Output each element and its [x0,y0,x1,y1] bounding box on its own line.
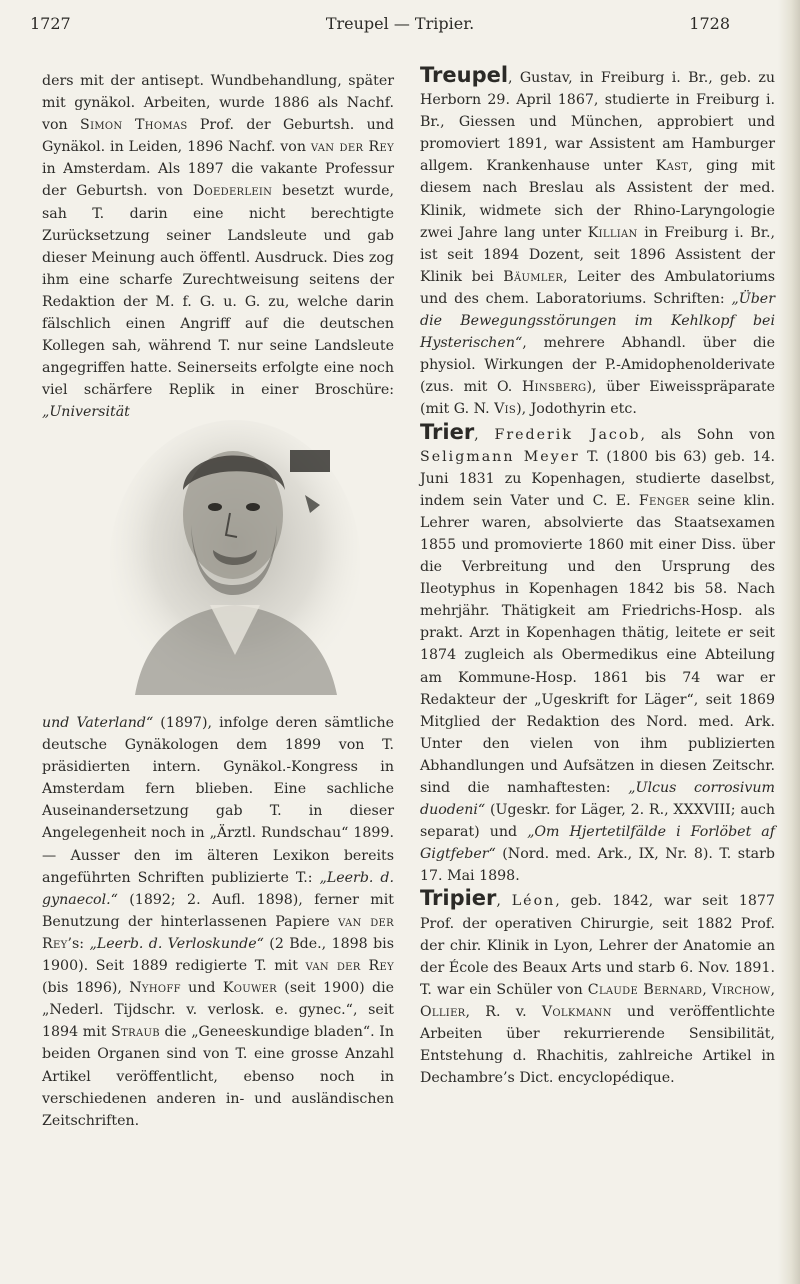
small-caps-name: Bäumler [503,268,564,285]
small-caps-name: Ollier [420,1003,466,1020]
small-caps-name: Vis [494,401,517,418]
text-run: und [180,980,223,997]
spaced-name: Seligmann Meyer [420,448,580,465]
text-run: die „Geneeskundige bladen“. In beiden Organen sind von T. eine grosse Anzahl Artikel veröffentlicht, ebenso noch in verschiedenen anderen in- und ausländischen Zeitschriften. [42,1024,394,1129]
text-run: besetzt wurde, sah T. darin eine nicht berechtigte Zurücksetzung seiner Landsleute und gab dieser Meinung auch öffentl. Ausdruck. Dies zog ihm eine scharfe Zurechtweisung seitens der Redaktion der M. f. G. u. G. zu, welche darin fälschlich einen Angriff auf die deutschen Kollegen sah, während T. nur seine Landsleute angegriffen hatte. Seinerseits erfolgte eine noch viel schärfere Replik in einer Broschüre: [42,183,395,399]
left-paragraph-bottom [42,712,394,1132]
text-run: , Gustav, in Freiburg i. Br., geb. zu Herborn 29. April 1867, studierte in Freiburg i. Br., Giessen und München, approbiert und promoviert 1891, war Assistent am Hamburger allgem. Krankenhause unter [420,70,775,175]
small-caps-name: Fenger [638,492,690,509]
text-run: (seit 1900) die „Nederl. Tijdschr. v. verlosk. e. gynec.“, seit 1894 mit [42,980,395,1041]
left-column-bottom-text [42,712,394,1132]
text-run: ), über Eiweisspräparate (mit G. N. [420,379,775,418]
left-column-top-text [42,70,394,424]
small-caps-name: Volkmann [541,1003,612,1020]
small-caps-name: Killian [587,224,638,241]
text-run: , R. v. [465,1003,542,1020]
entry-headword: Treupel [420,63,509,87]
small-caps-name: Kouwer [222,980,277,997]
text-run: Prof. der Geburtsh. und Gynäkol. in Leiden, 1896 Nachf. von [42,117,394,156]
entry-trier [420,421,775,888]
text-run: T. (1800 bis 63) geb. 14. Juni 1831 zu Kopenhagen, studierte daselbst, indem sein Vater und C. E. [420,448,775,509]
right-column [420,64,775,1089]
entry-treupel [420,64,775,421]
italic-title: „Om Hjertetilfälde i Forlöbet af Gigtfeber“ [420,824,775,863]
italic-title: „Leerb. d. Verloskunde“ [89,935,264,952]
page-number-right: 1728 [689,14,730,33]
text-run: (1897), infolge deren sämtliche deutsche Gynäkologen dem 1899 von T. präsidierten intern. Gynäkol.-Kongress in Amsterdam fern blieben. Eine sachliche Auseinandersetzung gab T. in dieser Angelegenheit noch in „Ärztl. Rundschau“ 1899. — Ausser den im älteren Lexikon bereits angeführten Schriften publizierte T.: [42,715,394,886]
text-run: , [474,426,495,443]
running-header [0,12,800,36]
text-run: ’s: [67,935,90,952]
small-caps-name: van der Rey [310,139,394,156]
italic-title: „Über die Bewegungsstörungen im Kehlkopf bei Hysterischen“ [420,290,775,352]
text-run: seine klin. Lehrer waren, absolvierte das Staatsexamen 1855 und promovierte 1860 mit einer Diss. über die Verbreitung und den Ursprung des Ileotyphus in Kopenhagen 1842 bis 58. Nach mehrjähr. Thätigkeit am Friedrichs-Hosp. als prakt. Arzt in Kopenhagen thätig, leitete er seit 1874 zugleich als Obermedikus eine Abteilung am Kommune-Hosp. 1861 bis 74 war er Redakteur der „Ugeskrift for Läger“, seit 1869 Mitglied der Redaktion des Nord. med. Ark. Unter den vielen von ihm publizierten Abhandlungen und Aufsätzen in diesen Zeitschr. sind die namhaftesten: [420,492,775,796]
small-caps-name: Doederlein [192,183,273,200]
text-run: , mehrere Abhandl. über die physiol. Wirkungen der P.-Amidophenolderivate (zus. mit O. [420,335,775,396]
spaced-name: Léon [511,893,556,910]
portrait-engraving [105,395,365,700]
italic-title: „Universität [42,404,130,421]
text-run: (Nord. med. Ark., IX, Nr. 8). T. starb 17. Mai 1898. [420,846,775,885]
page-number-left: 1727 [30,14,71,33]
page-edge-shadow [778,0,800,1284]
text-run: , [496,893,512,910]
text-run: (bis 1896), [42,980,130,997]
text-run: und veröffentlichte Arbeiten über rekurrierende Sensibilität, Entstehung d. Rhachitis, zahlreiche Artikel in Dechambre’s Dict. encyclopédique. [420,1003,775,1087]
left-paragraph-top [42,70,394,424]
text-run: in Freiburg i. Br., ist seit 1894 Dozent, seit 1896 Assistent der Klinik bei [420,224,775,285]
italic-title: „Leerb. d. gynaecol.“ [42,869,394,908]
text-run: , geb. 1842, war seit 1877 Prof. der operativen Chirurgie, seit 1882 Prof. der chir. Klinik in Lyon, Lehrer der Anatomie an der École des Beaux Arts und starb 6. Nov. 1891. T. war ein Schüler von [420,893,775,998]
text-run: (Ugeskr. for Läger, 2. R., XXXVIII; auch separat) und [420,802,775,841]
text-run: ders mit der antisept. Wundbehandlung, später mit gynäkol. Arbeiten, wurde 1886 als Nachf. von [42,73,394,134]
small-caps-name: Nyhoff [129,980,181,997]
small-caps-name: van der Rey [305,958,394,975]
text-run: , ging mit diesem nach Breslau als Assistent der med. Klinik, widmete sich der Rhino-Laryngologie zwei Jahre lang unter [420,158,775,241]
text-run: (2 Bde., 1898 bis 1900). Seit 1889 redigierte T. mit [42,935,394,975]
spaced-name: Frederik Jacob [494,426,641,443]
italic-title: „Ulcus corrosivum duodeni“ [420,780,775,819]
text-run: in Amsterdam. Als 1897 die vakante Professur der Geburtsh. von [42,161,394,200]
running-title: Treupel — Tripier. [325,14,475,33]
text-run: , als Sohn von [640,426,775,443]
small-caps-name: Simon Thomas [80,117,188,134]
entry-headword: Tripier [420,886,497,911]
small-caps-name: Claude Bernard [587,981,703,998]
text-run: (1892; 2. Aufl. 1898), ferner mit Benutzung der hinterlassenen Papiere [42,891,394,930]
small-caps-name: Virchow [711,981,771,998]
small-caps-name: Kast [655,158,689,175]
italic-title: und Vaterland“ [42,715,154,731]
entry-tripier [420,887,775,1089]
entry-headword: Trier [420,419,475,444]
text-run: , [770,981,775,998]
small-caps-name: van der Rey [42,913,394,952]
text-run: , Leiter des Ambulatoriums und des chem. Laboratoriums. Schriften: [420,268,775,307]
text-run: ), Jodothyrin etc. [516,401,637,418]
small-caps-name: Straub [111,1024,160,1041]
text-run: , [702,981,712,998]
small-caps-name: Hinsberg [521,379,587,396]
